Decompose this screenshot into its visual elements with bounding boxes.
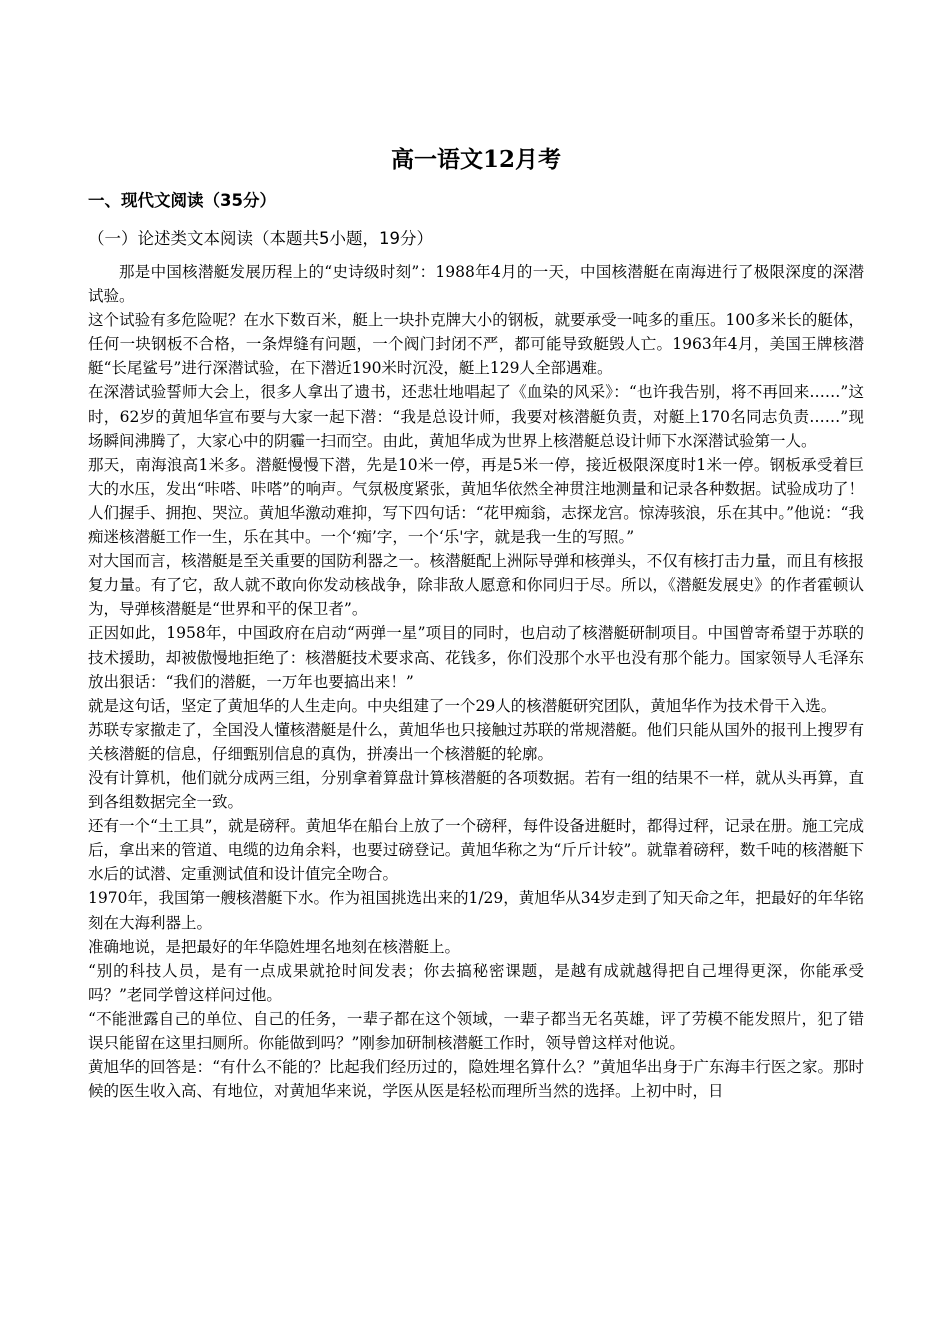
- section-heading: 一、现代文阅读（35分）: [88, 191, 276, 210]
- article-body: [88, 260, 864, 1103]
- paragraph: “别的科技人员，是有一点成果就抢时间发表；你去搞秘密课题，是越有成就越得把自己埋得更深，你能承受吗？”老同学曾这样问过他。: [88, 961, 864, 1004]
- paragraph: 对大国而言，核潜艇是至关重要的国防利器之一。核潜艇配上洲际导弹和核弹头，不仅有核打击力量，而且有核报复力量。有了它，敌人就不敢向你发动核战争，除非敌人愿意和你同归于尽。所以，《潜艇发展史》的作者霍顿认为，导弹核潜艇是“世界和平的保卫者”。: [88, 552, 864, 619]
- paragraph: 还有一个“土工具”，就是磅秤。黄旭华在船台上放了一个磅秤，每件设备进艇时，都得过秤，记录在册。施工完成后，拿出来的管道、电缆的边角余料，也要过磅登记。黄旭华称之为“斤斤计较”。就靠着磅秤，数千吨的核潜艇下水后的试潜、定重测试值和设计值完全吻合。: [88, 817, 864, 884]
- paragraph: 那天，南海浪高1米多。潜艇慢慢下潜，先是10米一停，再是5米一停，接近极限深度时1米一停。钢板承受着巨大的水压，发出“咔嗒、咔嗒”的响声。气氛极度紧张，黄旭华依然全神贯注地测量和记录各种数据。试验成功了！人们握手、拥抱、哭泣。黄旭华激动难抑，写下四句话：“花甲痴翁，志探龙宫。惊涛骇浪，乐在其中。”他说：“我痴迷核潜艇工作一生，乐在其中。一个‘痴’字，一个‘乐'字，就是我一生的写照。”: [88, 455, 864, 547]
- paragraph: 1970年，我国第一艘核潜艇下水。作为祖国挑选出来的1/29，黄旭华从34岁走到了知天命之年，把最好的年华铭刻在大海利器上。: [88, 889, 864, 932]
- paragraph: 苏联专家撤走了，全国没人懂核潜艇是什么，黄旭华也只接触过苏联的常规潜艇。他们只能从国外的报刊上搜罗有关核潜艇的信息，仔细甄别信息的真伪，拼凑出一个核潜艇的轮廓。: [88, 720, 864, 763]
- paragraph: 这个试验有多危险呢？在水下数百米，艇上一块扑克牌大小的钢板，就要承受一吨多的重压。100多米长的艇体，任何一块钢板不合格，一条焊缝有问题，一个阀门封闭不严，都可能导致艇毁人亡。1963年4月，美国王牌核潜艇“长尾鲨号”进行深潜试验，在下潜近190米时沉没，艇上129人全部遇难。: [88, 311, 864, 378]
- exam-page: [88, 142, 864, 1103]
- paragraph: “不能泄露自己的单位、自己的任务，一辈子都在这个领域，一辈子都当无名英雄，评了劳模不能发照片，犯了错误只能留在这里扫厕所。你能做到吗？”刚参加研制核潜艇工作时，领导曾这样对他说。: [88, 1009, 864, 1052]
- paragraph: 正因如此，1958年，中国政府在启动“两弹一星”项目的同时，也启动了核潜艇研制项目。中国曾寄希望于苏联的技术援助，却被傲慢地拒绝了：核潜艇技术要求高、花钱多，你们没那个水平也没有那个能力。国家领导人毛泽东放出狠话：“我们的潜艇，一万年也要搞出来！”: [88, 624, 864, 691]
- paragraph: 没有计算机，他们就分成两三组，分别拿着算盘计算核潜艇的各项数据。若有一组的结果不一样，就从头再算，直到各组数据完全一致。: [88, 768, 864, 812]
- paragraph: 那是中国核潜艇发展历程上的“史诗级时刻”：1988年4月的一天，中国核潜艇在南海进行了极限深度的深潜试验。: [88, 263, 864, 306]
- exam-title: 高一语文12月考: [390, 146, 561, 173]
- sub-heading: （一）论述类文本阅读（本题共5小题，19分）: [88, 229, 433, 248]
- paragraph: 准确地说，是把最好的年华隐姓埋名地刻在核潜艇上。: [88, 937, 461, 956]
- paragraph: 在深潜试验誓师大会上，很多人拿出了遗书，还悲壮地唱起了《血染的风采》：“也许我告别，将不再回来……”这时，62岁的黄旭华宣布要与大家一起下潜：“我是总设计师，我要对核潜艇负责，对艇上170名同志负责……”现场瞬间沸腾了，大家心中的阴霾一扫而空。由此，黄旭华成为世界上核潜艇总设计师下水深潜试验第一人。: [88, 383, 864, 450]
- paragraph: 黄旭华的回答是：“有什么不能的？比起我们经历过的，隐姓埋名算什么？”黄旭华出身于广东海丰行医之家。那时候的医生收入高、有地位，对黄旭华来说，学医从医是轻松而理所当然的选择。上初中时，日: [88, 1058, 864, 1101]
- paragraph: 就是这句话，坚定了黄旭华的人生走向。中央组建了一个29人的核潜艇研究团队，黄旭华作为技术骨干入选。: [88, 696, 837, 715]
